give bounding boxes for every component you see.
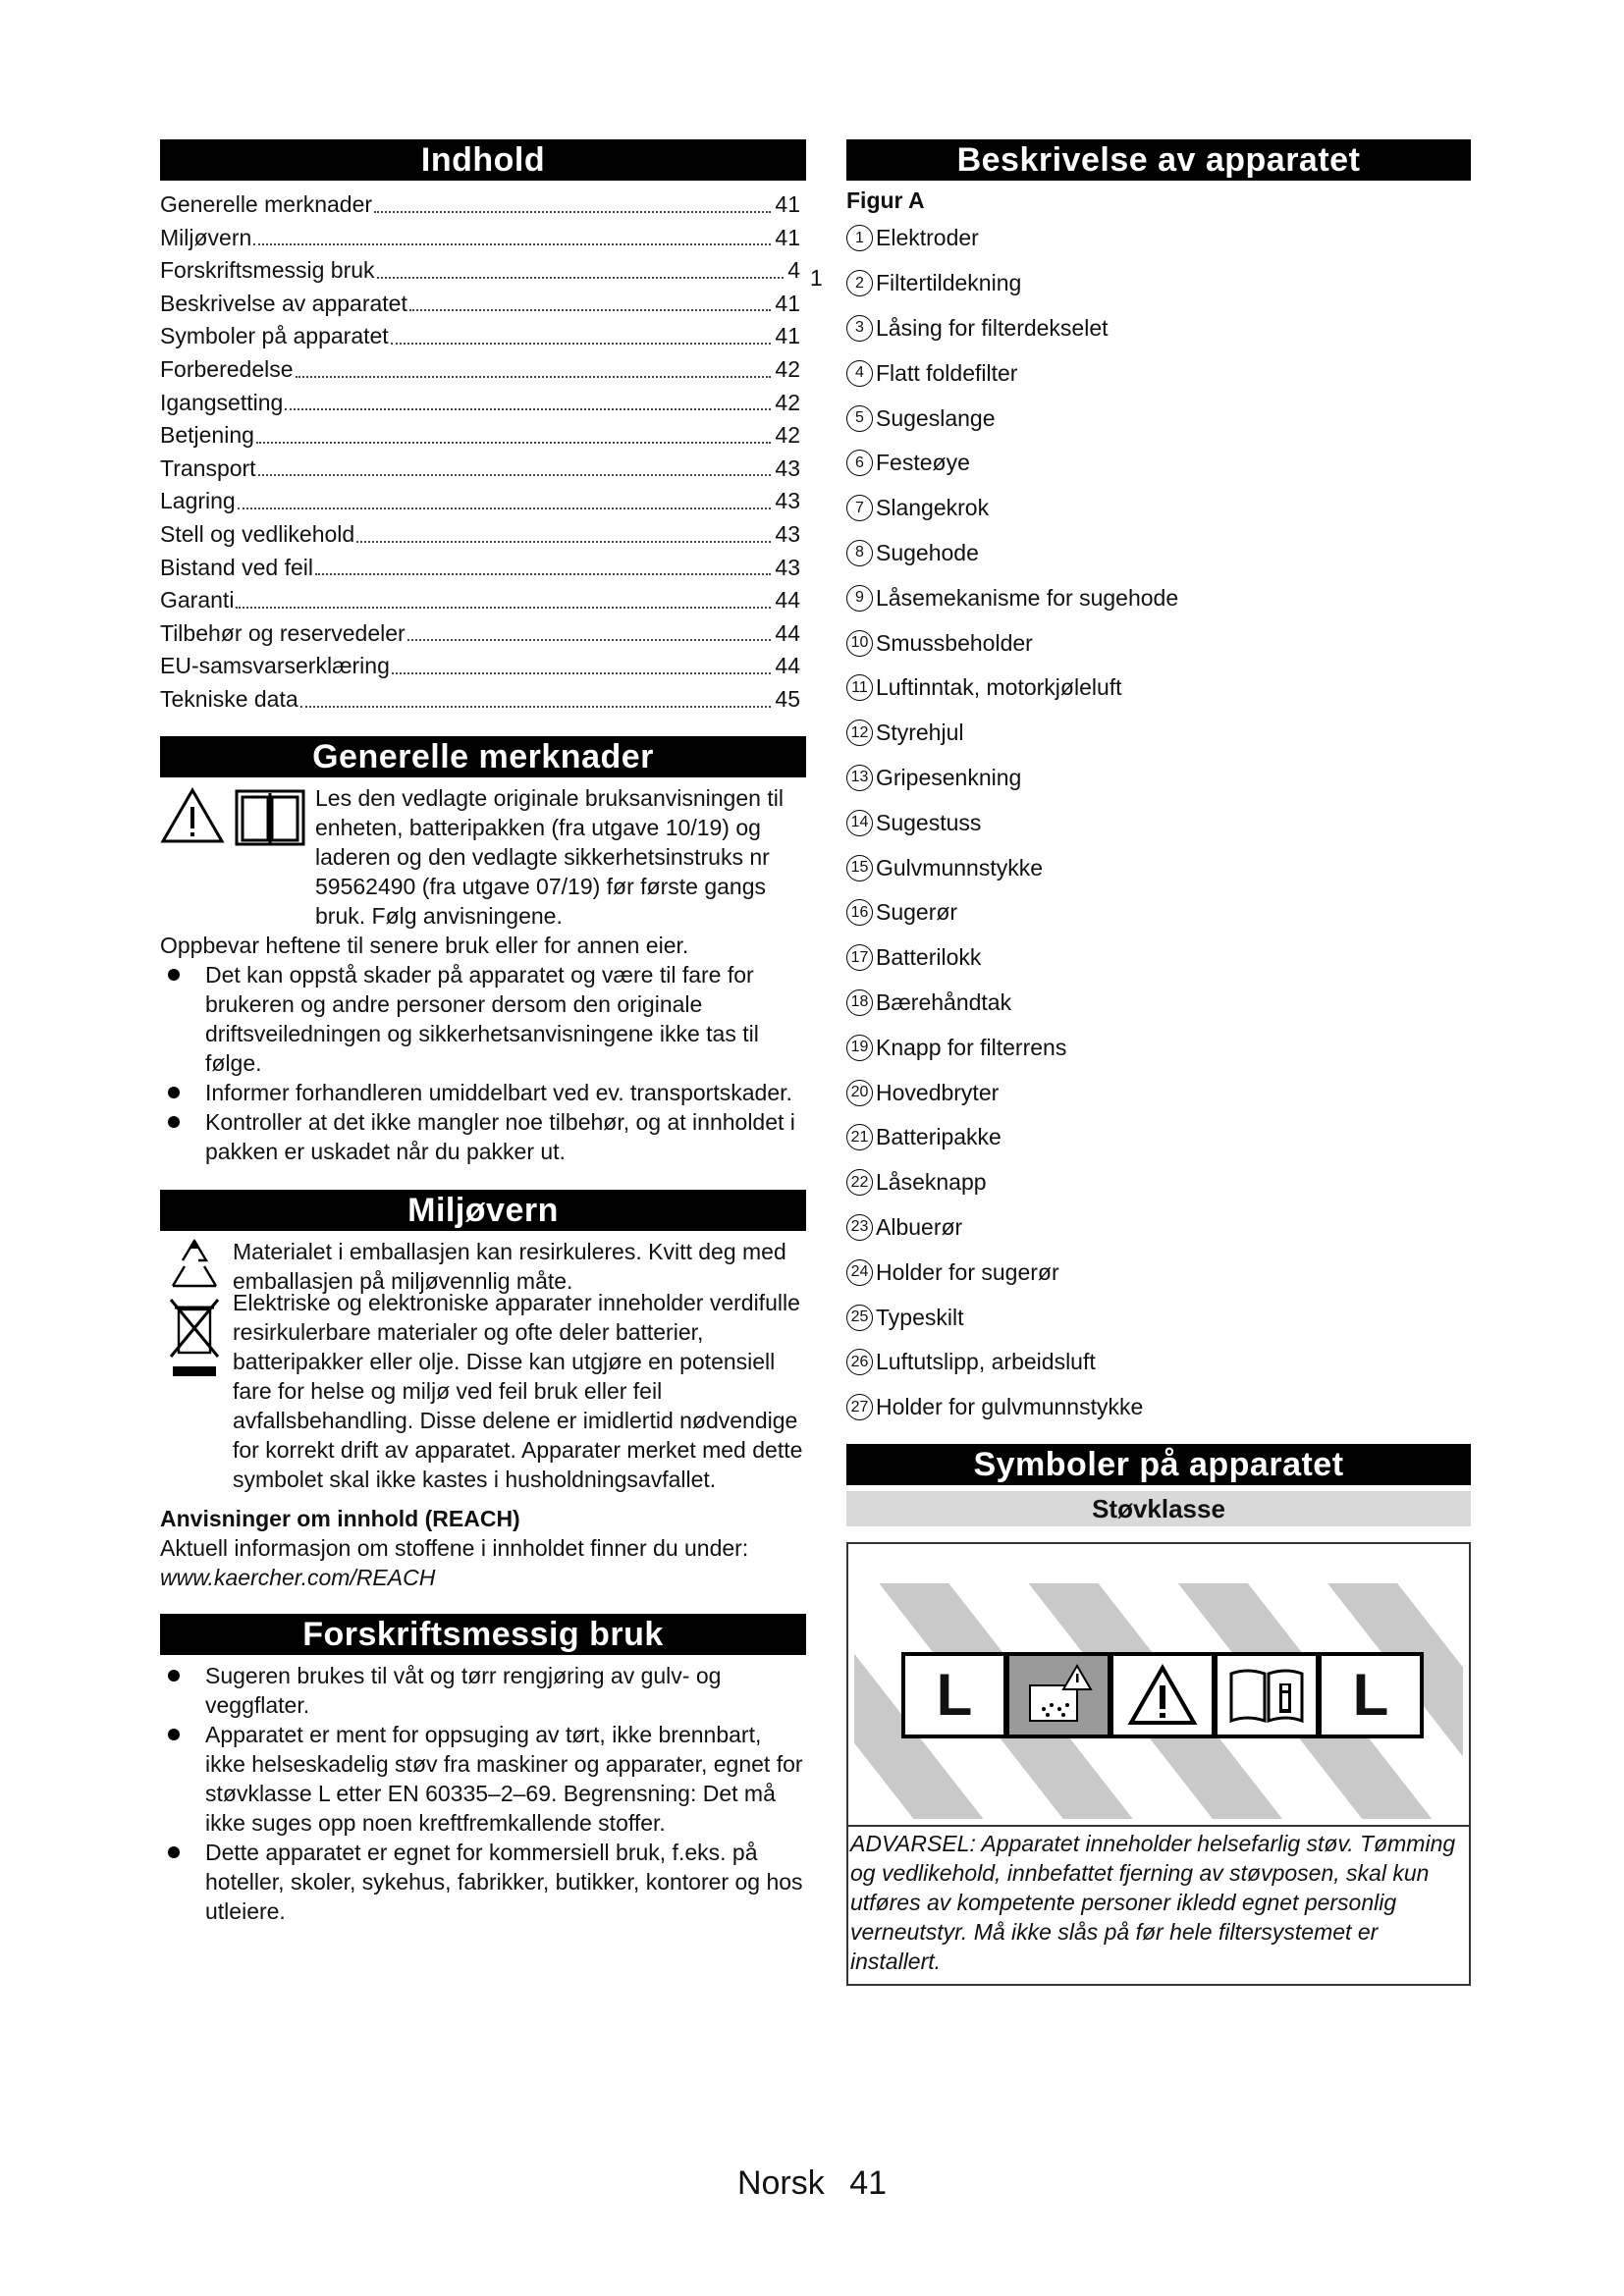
reach-link[interactable]: www.kaercher.com/REACH: [160, 1564, 436, 1590]
toc-entry[interactable]: Lagring 43: [160, 488, 800, 514]
description-heading: Beskrivelse av apparatet: [846, 139, 1471, 181]
toc-entry[interactable]: Tilbehør og reservedeler 44: [160, 619, 800, 646]
list-item: Sugeren brukes til våt og tørr rengjøring av gulv- og veggflater.: [160, 1661, 806, 1720]
list-item: 10 Smussbeholder: [846, 620, 1471, 666]
right-column: [846, 139, 1471, 1986]
toc-entry[interactable]: Stell og vedlikehold 43: [160, 520, 800, 547]
item-number: 14: [846, 810, 873, 836]
toc-entry[interactable]: Transport 43: [160, 454, 800, 481]
dust-hazard-icon: [1009, 1656, 1108, 1735]
dust-class-letter-left: L: [905, 1656, 1003, 1735]
list-item: 15 Gulvmunnstykke: [846, 845, 1471, 890]
intended-use-heading: Forskriftsmessig bruk: [160, 1614, 806, 1655]
packaging-paragraph: Materialet i emballasjen kan resirkuleres. Kvitt deg med emballasjen på miljøvennlig måte.: [233, 1238, 786, 1294]
list-item: 25 Typeskilt: [846, 1295, 1471, 1340]
list-item: 14 Sugestuss: [846, 800, 1471, 845]
toc-entry[interactable]: Betjening 42: [160, 422, 800, 449]
item-number: 3: [846, 315, 873, 342]
item-number: 16: [846, 899, 873, 926]
intro-icons: [160, 783, 305, 848]
recycling-icon: [165, 1237, 224, 1292]
figure-label: Figur A: [846, 187, 925, 213]
toc-stray-digit: 1: [810, 265, 823, 291]
list-item: Apparatet er ment for oppsuging av tørt, ikke brennbart, ikke helseskadelig støv fra maskiner og apparater, egnet for støvklasse L etter EN 60335–2–69. Begrensning: Det må ikke suges opp noen kreftfremkallende stoffer.: [160, 1720, 806, 1838]
general-intro: [160, 783, 806, 931]
item-number: 4: [846, 360, 873, 387]
item-number: 13: [846, 765, 873, 791]
list-item: 8 Sugehode: [846, 531, 1471, 576]
item-number: 27: [846, 1394, 873, 1420]
warning-icon-cell: [1113, 1656, 1212, 1735]
dust-class-letter-right: L: [1322, 1656, 1420, 1735]
dust-class-label-image: [848, 1544, 1469, 1827]
item-number: 1: [846, 225, 873, 251]
item-number: 22: [846, 1169, 873, 1196]
list-item: 24 Holder for sugerør: [846, 1250, 1471, 1295]
toc-entry[interactable]: Tekniske data 45: [160, 685, 800, 712]
toc-entry[interactable]: Generelle merknader 41: [160, 191, 800, 217]
toc-list: [160, 188, 806, 717]
list-item: 18 Bærehåndtak: [846, 981, 1471, 1026]
general-heading: Generelle merknader: [160, 736, 806, 777]
toc-entry[interactable]: Miljøvern 41: [160, 224, 800, 250]
list-item: 9 Låsemekanisme for sugehode: [846, 575, 1471, 620]
list-item: Informer forhandleren umiddelbart ved ev. transportskader.: [160, 1078, 806, 1107]
list-item: 16 Sugerør: [846, 890, 1471, 935]
toc-entry[interactable]: Bistand ved feil 43: [160, 554, 800, 580]
toc-entry[interactable]: EU-samsvarserklæring 44: [160, 653, 800, 679]
left-column: [160, 139, 806, 1926]
dust-warning-text: ADVARSEL: Apparatet inneholder helsefarlig støv. Tømming og vedlikehold, innbefattet fjerning av støvposen, skal kun utføres av kompetente personer ikledd egnet personlig verneutstyr. Må ikke slås på før hele filtersystemet er installert.: [850, 1830, 1456, 1974]
dust-class-symbol-strip: [901, 1652, 1424, 1738]
list-item: 2 Filtertildekning: [846, 261, 1471, 306]
toc-entry[interactable]: Igangsetting 42: [160, 389, 800, 415]
general-bullets: [160, 960, 806, 1166]
toc-heading: Indhold: [160, 139, 806, 181]
parts-list: [846, 216, 1471, 1430]
toc-entry[interactable]: Beskrivelse av apparatet 41: [160, 290, 800, 316]
list-item: 1 Elektroder: [846, 216, 1471, 261]
list-item: 6 Festeøye: [846, 441, 1471, 486]
symbols-heading: Symboler på apparatet: [846, 1444, 1471, 1485]
item-number: 25: [846, 1305, 873, 1331]
item-number: 23: [846, 1214, 873, 1241]
item-number: 10: [846, 630, 873, 657]
item-number: 26: [846, 1349, 873, 1375]
item-number: 20: [846, 1080, 873, 1106]
manual-icon-cell: [1218, 1656, 1316, 1735]
weee-paragraph-wrap: [160, 1288, 806, 1494]
item-number: 6: [846, 450, 873, 476]
list-item: 4 Flatt foldefilter: [846, 350, 1471, 396]
item-number: 17: [846, 944, 873, 971]
item-number: 19: [846, 1035, 873, 1061]
item-number: 7: [846, 495, 873, 521]
item-number: 9: [846, 585, 873, 612]
intro-paragraph: Les den vedlagte originale bruksanvisningen til enheten, batteripakken (fra utgave 10/19) og laderen og den vedlagte sikkerhetsinstruks nr 59562490 (fra utgave 07/19) før første gangs bruk. Følg anvisningene.: [315, 784, 784, 929]
environment-icons: [160, 1237, 229, 1378]
environment-heading: Miljøvern: [160, 1190, 806, 1231]
keep-manuals-paragraph: Oppbevar heftene til senere bruk eller for annen eier.: [160, 932, 689, 958]
toc-entry[interactable]: Forskriftsmessig bruk 4: [160, 257, 800, 284]
page-number: 41: [849, 2164, 888, 2202]
list-item: 12 Styrehjul: [846, 711, 1471, 756]
list-item: 13 Gripesenkning: [846, 756, 1471, 801]
read-manual-icon: [1227, 1666, 1306, 1725]
list-item: 26 Luftutslipp, arbeidsluft: [846, 1340, 1471, 1385]
dust-class-label-box: [846, 1542, 1471, 1986]
page-footer: [0, 2164, 1624, 2203]
list-item: 23 Albuerør: [846, 1205, 1471, 1251]
list-item: 11 Luftinntak, motorkjøleluft: [846, 666, 1471, 711]
item-number: 8: [846, 540, 873, 566]
intended-use-bullets: [160, 1661, 806, 1926]
list-item: 7 Slangekrok: [846, 486, 1471, 531]
environment-text: [233, 1237, 806, 1296]
list-item: 21 Batteripakke: [846, 1115, 1471, 1160]
item-number: 12: [846, 720, 873, 746]
item-number: 24: [846, 1259, 873, 1286]
reach-heading: Anvisninger om innhold (REACH): [160, 1505, 520, 1531]
crossed-bin-icon: [165, 1296, 224, 1378]
list-item: 19 Knapp for filterrens: [846, 1025, 1471, 1070]
list-item: Kontroller at det ikke mangler noe tilbehør, og at innholdet i pakken er uskadet når du pakker ut.: [160, 1107, 806, 1166]
warning-triangle-icon: [1127, 1664, 1198, 1727]
footer-language: Norsk: [736, 2164, 825, 2202]
item-number: 11: [846, 674, 873, 701]
item-number: 15: [846, 855, 873, 881]
list-item: Det kan oppstå skader på apparatet og være til fare for brukeren og andre personer dersom den originale driftsveiledningen og sikkerhetsanvisningene ikke tas til følge.: [160, 960, 806, 1078]
list-item: Dette apparatet er egnet for kommersiell bruk, f.eks. på hoteller, skoler, sykehus, fabrikker, butikker, kontorer og hos utleiere.: [160, 1838, 806, 1926]
manual-book-icon: [235, 787, 305, 848]
toc-entry[interactable]: Garanti 44: [160, 587, 800, 614]
list-item: 3 Låsing for filterdekselet: [846, 306, 1471, 351]
toc-entry[interactable]: Forberedelse 42: [160, 355, 800, 382]
item-number: 18: [846, 989, 873, 1016]
list-item: 17 Batterilokk: [846, 935, 1471, 981]
item-number: 5: [846, 405, 873, 432]
weee-paragraph: Elektriske og elektroniske apparater inneholder verdifulle resirkulerbare materialer og ofte deler batterier, batteripakker eller olje. Disse kan utgjøre en potensiell fare for helse og miljø ved feil bruk eller feil avfallsbehandling. Disse delene er imidlertid nødvendige for korrekt drift av apparatet. Apparater merket med dette symbolet skal ikke kastes i husholdningsavfallet.: [233, 1289, 803, 1492]
warning-triangle-icon: [160, 787, 225, 844]
dust-container-icon: [1024, 1664, 1093, 1727]
dust-class-subheading: Støvklasse: [846, 1491, 1471, 1526]
list-item: 27 Holder for gulvmunnstykke: [846, 1385, 1471, 1430]
reach-paragraph: Aktuell informasjon om stoffene i innholdet finner du under: www.kaercher.com/REACH: [160, 1534, 749, 1590]
list-item: 22 Låseknapp: [846, 1160, 1471, 1205]
list-item: 20 Hovedbryter: [846, 1070, 1471, 1115]
item-number: 21: [846, 1124, 873, 1150]
toc-entry[interactable]: Symboler på apparatet 41: [160, 323, 800, 349]
item-number: 2: [846, 270, 873, 296]
list-item: 5 Sugeslange: [846, 396, 1471, 441]
